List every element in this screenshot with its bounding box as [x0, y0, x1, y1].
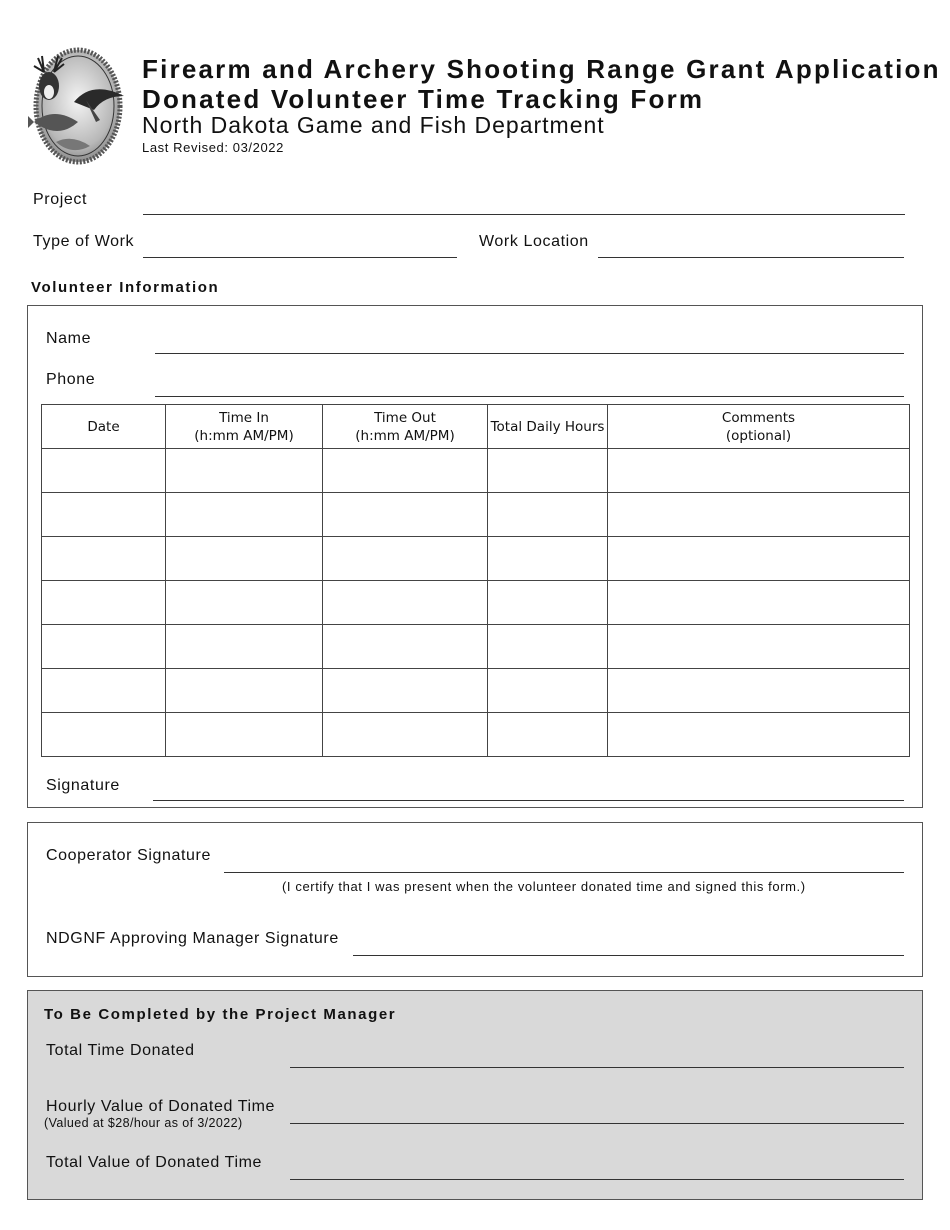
cooperator-signature-label: Cooperator Signature: [46, 847, 211, 864]
comments-cell[interactable]: [608, 625, 910, 669]
total-hours-cell[interactable]: [488, 669, 608, 713]
form-title-line1: Firearm and Archery Shooting Range Grant Application: [142, 54, 941, 84]
volunteer-name-label: Name: [46, 330, 92, 347]
comments-cell[interactable]: [608, 581, 910, 625]
total-time-donated-label: Total Time Donated: [46, 1042, 195, 1059]
type-of-work-label: Type of Work: [33, 233, 135, 250]
date-cell[interactable]: [42, 581, 166, 625]
time-in-cell[interactable]: [166, 713, 323, 757]
time-out-column-header: Time Out (h:mm AM/PM): [323, 405, 488, 449]
date-cell[interactable]: [42, 669, 166, 713]
time-in-cell[interactable]: [166, 449, 323, 493]
table-row: [42, 669, 910, 713]
date-column-header: Date: [42, 405, 166, 449]
time-in-cell[interactable]: [166, 537, 323, 581]
date-cell[interactable]: [42, 713, 166, 757]
total-hours-cell[interactable]: [488, 493, 608, 537]
time-out-cell[interactable]: [323, 713, 488, 757]
manager-signature-label: NDGNF Approving Manager Signature: [46, 930, 339, 947]
hourly-value-label: Hourly Value of Donated Time: [46, 1098, 276, 1115]
ndgf-wildlife-emblem-icon: [26, 42, 130, 166]
work-location-field[interactable]: [598, 257, 904, 258]
table-row: [42, 581, 910, 625]
time-log-table: [41, 404, 910, 757]
date-cell[interactable]: [42, 449, 166, 493]
table-row: [42, 537, 910, 581]
comments-cell[interactable]: [608, 537, 910, 581]
volunteer-signature-field[interactable]: [153, 800, 904, 801]
cooperator-certify-note: (I certify that I was present when the volunteer donated time and signed this form.): [282, 879, 806, 894]
total-hours-cell[interactable]: [488, 581, 608, 625]
total-hours-cell[interactable]: [488, 537, 608, 581]
project-manager-heading: To Be Completed by the Project Manager: [44, 1006, 397, 1023]
total-hours-cell[interactable]: [488, 625, 608, 669]
cooperator-signature-field[interactable]: [224, 872, 904, 873]
comments-cell[interactable]: [608, 669, 910, 713]
volunteer-phone-field[interactable]: [155, 396, 904, 397]
time-out-cell[interactable]: [323, 581, 488, 625]
time-out-cell[interactable]: [323, 625, 488, 669]
time-out-cell[interactable]: [323, 449, 488, 493]
time-out-cell[interactable]: [323, 669, 488, 713]
form-title-line2: Donated Volunteer Time Tracking Form: [142, 84, 705, 114]
time-in-cell[interactable]: [166, 581, 323, 625]
cooperator-box: [27, 822, 923, 977]
project-label: Project: [33, 191, 87, 208]
hourly-value-field[interactable]: [290, 1123, 904, 1124]
type-of-work-field[interactable]: [143, 257, 457, 258]
total-hours-cell[interactable]: [488, 713, 608, 757]
time-out-cell[interactable]: [323, 537, 488, 581]
comments-column-header: Comments (optional): [608, 405, 910, 449]
time-in-cell[interactable]: [166, 493, 323, 537]
volunteer-phone-label: Phone: [46, 371, 96, 388]
total-time-donated-field[interactable]: [290, 1067, 904, 1068]
volunteer-signature-label: Signature: [46, 777, 120, 794]
date-cell[interactable]: [42, 537, 166, 581]
table-row: [42, 625, 910, 669]
comments-cell[interactable]: [608, 493, 910, 537]
total-hours-cell[interactable]: [488, 449, 608, 493]
time-in-column-header: Time In (h:mm AM/PM): [166, 405, 323, 449]
last-revised-date: Last Revised: 03/2022: [142, 140, 284, 155]
time-out-cell[interactable]: [323, 493, 488, 537]
volunteer-info-heading: Volunteer Information: [31, 279, 220, 296]
comments-cell[interactable]: [608, 713, 910, 757]
comments-cell[interactable]: [608, 449, 910, 493]
total-daily-hours-column-header: Total Daily Hours: [488, 405, 608, 449]
project-field[interactable]: [143, 214, 905, 215]
table-row: [42, 449, 910, 493]
work-location-label: Work Location: [479, 233, 589, 250]
time-in-cell[interactable]: [166, 625, 323, 669]
table-row: [42, 713, 910, 757]
volunteer-name-field[interactable]: [155, 353, 904, 354]
date-cell[interactable]: [42, 625, 166, 669]
department-name: North Dakota Game and Fish Department: [142, 112, 605, 138]
date-cell[interactable]: [42, 493, 166, 537]
time-in-cell[interactable]: [166, 669, 323, 713]
table-row: [42, 493, 910, 537]
manager-signature-field[interactable]: [353, 955, 904, 956]
total-value-field[interactable]: [290, 1179, 904, 1180]
hourly-value-note: (Valued at $28/hour as of 3/2022): [44, 1116, 243, 1130]
time-log-header-row: [42, 405, 910, 449]
total-value-label: Total Value of Donated Time: [46, 1154, 263, 1171]
